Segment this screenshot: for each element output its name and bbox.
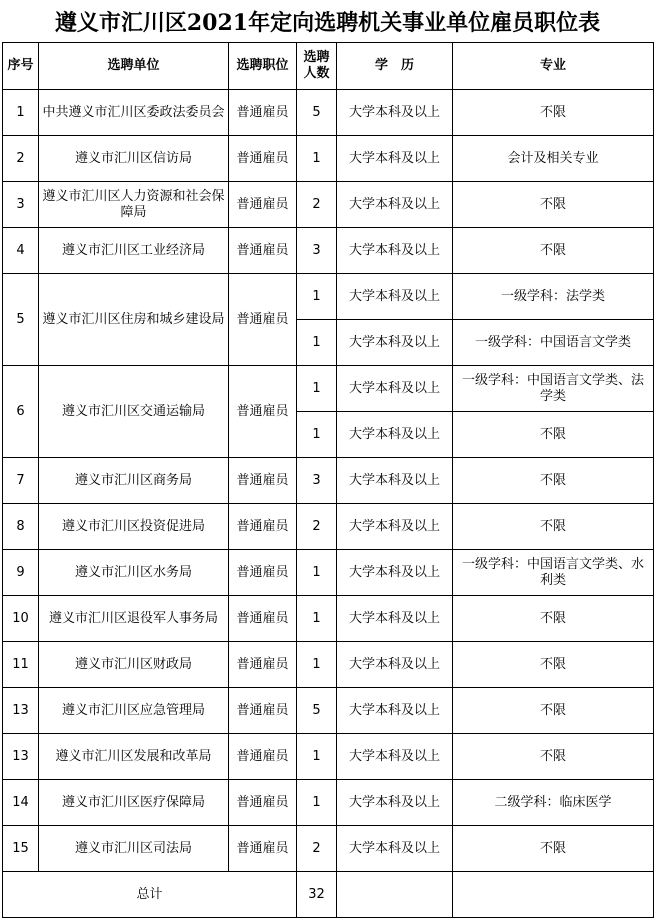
cell-unit: 遵义市汇川区投资促进局 xyxy=(39,504,229,550)
cell-education: 大学本科及以上 xyxy=(337,366,453,412)
cell-position: 普通雇员 xyxy=(229,458,297,504)
page-title: 遵义市汇川区2021年定向选聘机关事业单位雇员职位表 xyxy=(54,9,601,36)
cell-count: 1 xyxy=(297,320,337,366)
cell-seq: 8 xyxy=(3,504,39,550)
cell-major: 不限 xyxy=(453,642,654,688)
table-row xyxy=(3,504,654,550)
cell-unit: 中共遵义市汇川区委政法委员会 xyxy=(39,90,229,136)
cell-count: 1 xyxy=(297,596,337,642)
table-header-row xyxy=(3,43,654,90)
cell-education: 大学本科及以上 xyxy=(337,550,453,596)
cell-count: 1 xyxy=(297,780,337,826)
cell-major: 不限 xyxy=(453,412,654,458)
cell-seq: 9 xyxy=(3,550,39,596)
cell-major: 一级学科：中国语言文学类、法学类 xyxy=(453,366,654,412)
cell-seq: 13 xyxy=(3,688,39,734)
positions-table xyxy=(2,42,654,918)
header-seq: 序号 xyxy=(3,43,39,90)
cell-unit: 遵义市汇川区发展和改革局 xyxy=(39,734,229,780)
cell-seq: 7 xyxy=(3,458,39,504)
cell-position: 普通雇员 xyxy=(229,688,297,734)
header-major: 专业 xyxy=(453,43,654,90)
cell-major: 二级学科：临床医学 xyxy=(453,780,654,826)
cell-position: 普通雇员 xyxy=(229,274,297,366)
table-row xyxy=(3,90,654,136)
cell-education: 大学本科及以上 xyxy=(337,136,453,182)
cell-unit: 遵义市汇川区财政局 xyxy=(39,642,229,688)
cell-education: 大学本科及以上 xyxy=(337,228,453,274)
cell-count: 2 xyxy=(297,182,337,228)
header-position: 选聘职位 xyxy=(229,43,297,90)
table-row xyxy=(3,228,654,274)
cell-count: 5 xyxy=(297,688,337,734)
cell-count: 2 xyxy=(297,504,337,550)
cell-unit: 遵义市汇川区商务局 xyxy=(39,458,229,504)
cell-position: 普通雇员 xyxy=(229,228,297,274)
header-unit: 选聘单位 xyxy=(39,43,229,90)
cell-seq: 6 xyxy=(3,366,39,458)
cell-position: 普通雇员 xyxy=(229,550,297,596)
cell-unit: 遵义市汇川区信访局 xyxy=(39,136,229,182)
cell-seq: 5 xyxy=(3,274,39,366)
cell-position: 普通雇员 xyxy=(229,90,297,136)
table-row xyxy=(3,596,654,642)
cell-major: 不限 xyxy=(453,182,654,228)
cell-position: 普通雇员 xyxy=(229,734,297,780)
cell-seq: 13 xyxy=(3,734,39,780)
table-row xyxy=(3,136,654,182)
cell-position: 普通雇员 xyxy=(229,136,297,182)
cell-count: 5 xyxy=(297,90,337,136)
total-label: 总计 xyxy=(3,872,297,918)
cell-major: 不限 xyxy=(453,458,654,504)
cell-education: 大学本科及以上 xyxy=(337,182,453,228)
cell-major: 一级学科：中国语言文学类 xyxy=(453,320,654,366)
cell-unit: 遵义市汇川区退役军人事务局 xyxy=(39,596,229,642)
total-major-empty xyxy=(453,872,654,918)
cell-count: 1 xyxy=(297,550,337,596)
cell-major: 不限 xyxy=(453,504,654,550)
table-row xyxy=(3,274,654,320)
cell-seq: 2 xyxy=(3,136,39,182)
table-row xyxy=(3,826,654,872)
cell-education: 大学本科及以上 xyxy=(337,274,453,320)
cell-unit: 遵义市汇川区住房和城乡建设局 xyxy=(39,274,229,366)
cell-unit: 遵义市汇川区应急管理局 xyxy=(39,688,229,734)
cell-position: 普通雇员 xyxy=(229,182,297,228)
cell-seq: 4 xyxy=(3,228,39,274)
cell-unit: 遵义市汇川区水务局 xyxy=(39,550,229,596)
header-count: 选聘人数 xyxy=(297,43,337,90)
cell-education: 大学本科及以上 xyxy=(337,504,453,550)
total-row xyxy=(3,872,654,918)
cell-count: 1 xyxy=(297,642,337,688)
table-row xyxy=(3,734,654,780)
cell-count: 3 xyxy=(297,458,337,504)
cell-major: 不限 xyxy=(453,228,654,274)
cell-education: 大学本科及以上 xyxy=(337,780,453,826)
cell-position: 普通雇员 xyxy=(229,780,297,826)
cell-education: 大学本科及以上 xyxy=(337,412,453,458)
cell-count: 1 xyxy=(297,412,337,458)
cell-count: 1 xyxy=(297,366,337,412)
cell-position: 普通雇员 xyxy=(229,366,297,458)
table-row xyxy=(3,780,654,826)
cell-education: 大学本科及以上 xyxy=(337,458,453,504)
cell-education: 大学本科及以上 xyxy=(337,642,453,688)
cell-major: 不限 xyxy=(453,596,654,642)
cell-unit: 遵义市汇川区司法局 xyxy=(39,826,229,872)
cell-major: 一级学科：中国语言文学类、水利类 xyxy=(453,550,654,596)
cell-education: 大学本科及以上 xyxy=(337,320,453,366)
cell-education: 大学本科及以上 xyxy=(337,734,453,780)
header-education: 学 历 xyxy=(337,43,453,90)
cell-position: 普通雇员 xyxy=(229,596,297,642)
cell-count: 2 xyxy=(297,826,337,872)
cell-unit: 遵义市汇川区人力资源和社会保障局 xyxy=(39,182,229,228)
table-row xyxy=(3,458,654,504)
cell-education: 大学本科及以上 xyxy=(337,688,453,734)
cell-education: 大学本科及以上 xyxy=(337,596,453,642)
cell-count: 3 xyxy=(297,228,337,274)
table-row xyxy=(3,688,654,734)
table-row xyxy=(3,642,654,688)
cell-seq: 11 xyxy=(3,642,39,688)
cell-major: 会计及相关专业 xyxy=(453,136,654,182)
cell-seq: 1 xyxy=(3,90,39,136)
cell-seq: 10 xyxy=(3,596,39,642)
cell-major: 不限 xyxy=(453,90,654,136)
cell-position: 普通雇员 xyxy=(229,826,297,872)
table-row xyxy=(3,550,654,596)
cell-count: 1 xyxy=(297,734,337,780)
cell-education: 大学本科及以上 xyxy=(337,90,453,136)
table-row xyxy=(3,366,654,412)
cell-unit: 遵义市汇川区工业经济局 xyxy=(39,228,229,274)
cell-seq: 15 xyxy=(3,826,39,872)
cell-major: 不限 xyxy=(453,734,654,780)
table-row xyxy=(3,182,654,228)
cell-unit: 遵义市汇川区交通运输局 xyxy=(39,366,229,458)
total-education-empty xyxy=(337,872,453,918)
cell-seq: 3 xyxy=(3,182,39,228)
cell-seq: 14 xyxy=(3,780,39,826)
cell-education: 大学本科及以上 xyxy=(337,826,453,872)
cell-count: 1 xyxy=(297,274,337,320)
cell-count: 1 xyxy=(297,136,337,182)
cell-position: 普通雇员 xyxy=(229,642,297,688)
cell-major: 不限 xyxy=(453,826,654,872)
cell-major: 一级学科：法学类 xyxy=(453,274,654,320)
cell-unit: 遵义市汇川区医疗保障局 xyxy=(39,780,229,826)
cell-major: 不限 xyxy=(453,688,654,734)
cell-position: 普通雇员 xyxy=(229,504,297,550)
total-count: 32 xyxy=(297,872,337,918)
